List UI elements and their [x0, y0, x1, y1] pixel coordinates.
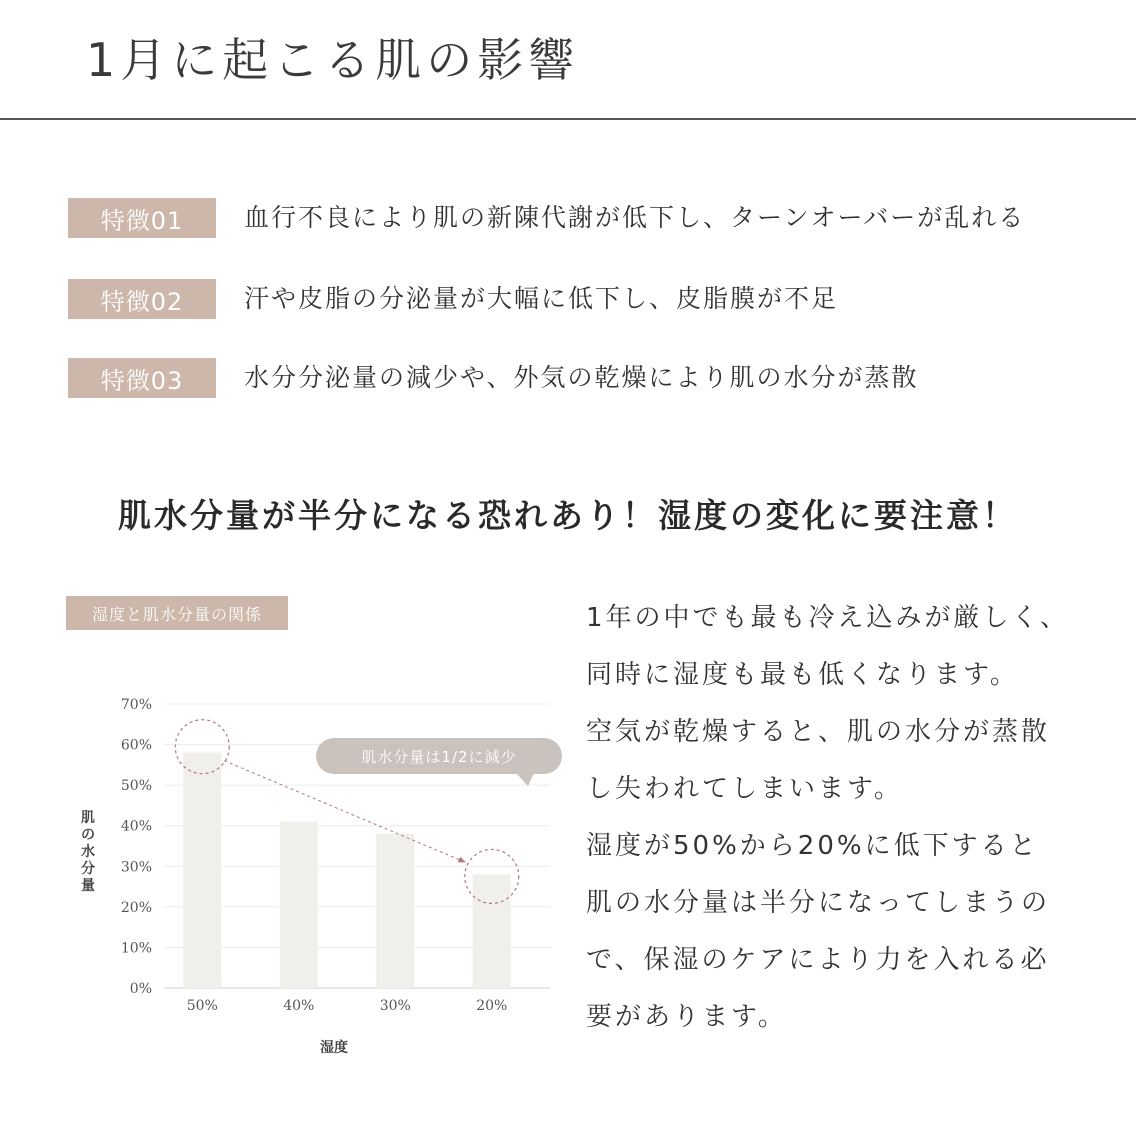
y-tick-label: 30% [120, 859, 152, 876]
body-line: 空気が乾燥すると、肌の水分が蒸散 [586, 717, 1051, 747]
x-axis-label: 湿度 [320, 1040, 348, 1056]
callout-pointer [516, 773, 534, 786]
page-title: 1月に起こる肌の影響 [86, 33, 580, 87]
y-tick-label: 50% [120, 778, 152, 795]
trend-arrow [224, 761, 466, 863]
y-tick-label: 60% [120, 737, 152, 754]
bar [280, 822, 318, 988]
feature-text: 血行不良により肌の新陳代謝が低下し、ターンオーバーが乱れる [244, 203, 1026, 232]
feature-tag: 特徴03 [68, 358, 216, 398]
body-line: 湿度が50%から20%に低下すると [586, 831, 1039, 861]
feature-text: 水分分泌量の減少や、外気の乾燥により肌の水分が蒸散 [244, 363, 919, 392]
bar [376, 834, 414, 988]
chart-tag: 湿度と肌水分量の関係 [66, 596, 288, 630]
y-tick-label: 70% [120, 697, 152, 713]
y-tick-label: 10% [120, 940, 152, 957]
feature-tag: 特徴02 [68, 279, 216, 319]
x-tick-label: 40% [283, 998, 315, 1014]
y-tick-label: 20% [120, 899, 152, 916]
y-tick-label: 0% [129, 981, 152, 997]
callout-text: 肌水分量は1/2に減少 [361, 748, 517, 766]
y-tick-label: 40% [120, 818, 152, 835]
title-divider [0, 118, 1136, 120]
humidity-skin-moisture-chart [60, 680, 580, 1070]
feature-tag: 特徴01 [68, 198, 216, 238]
body-text [586, 590, 1106, 1046]
bar [473, 874, 511, 988]
body-line: 1年の中でも最も冷え込みが厳しく、 [586, 603, 1070, 633]
x-tick-label: 50% [186, 998, 218, 1014]
y-axis-label: 肌の水分量 [81, 810, 95, 894]
x-tick-label: 30% [379, 998, 411, 1014]
body-line: 要があります。 [586, 1002, 787, 1032]
bar [183, 753, 221, 988]
body-line: し失われてしまいます。 [586, 774, 903, 804]
headline: 肌水分量が半分になる恐れあり！湿度の変化に要注意！ [118, 496, 1018, 535]
feature-text: 汗や皮脂の分泌量が大幅に低下し、皮脂膜が不足 [244, 284, 839, 313]
body-line: で、保湿のケアにより力を入れる必 [586, 945, 1050, 975]
body-line: 肌の水分量は半分になってしまうの [586, 888, 1051, 918]
x-tick-label: 20% [476, 998, 508, 1014]
body-line: 同時に湿度も最も低くなります。 [586, 660, 1019, 690]
